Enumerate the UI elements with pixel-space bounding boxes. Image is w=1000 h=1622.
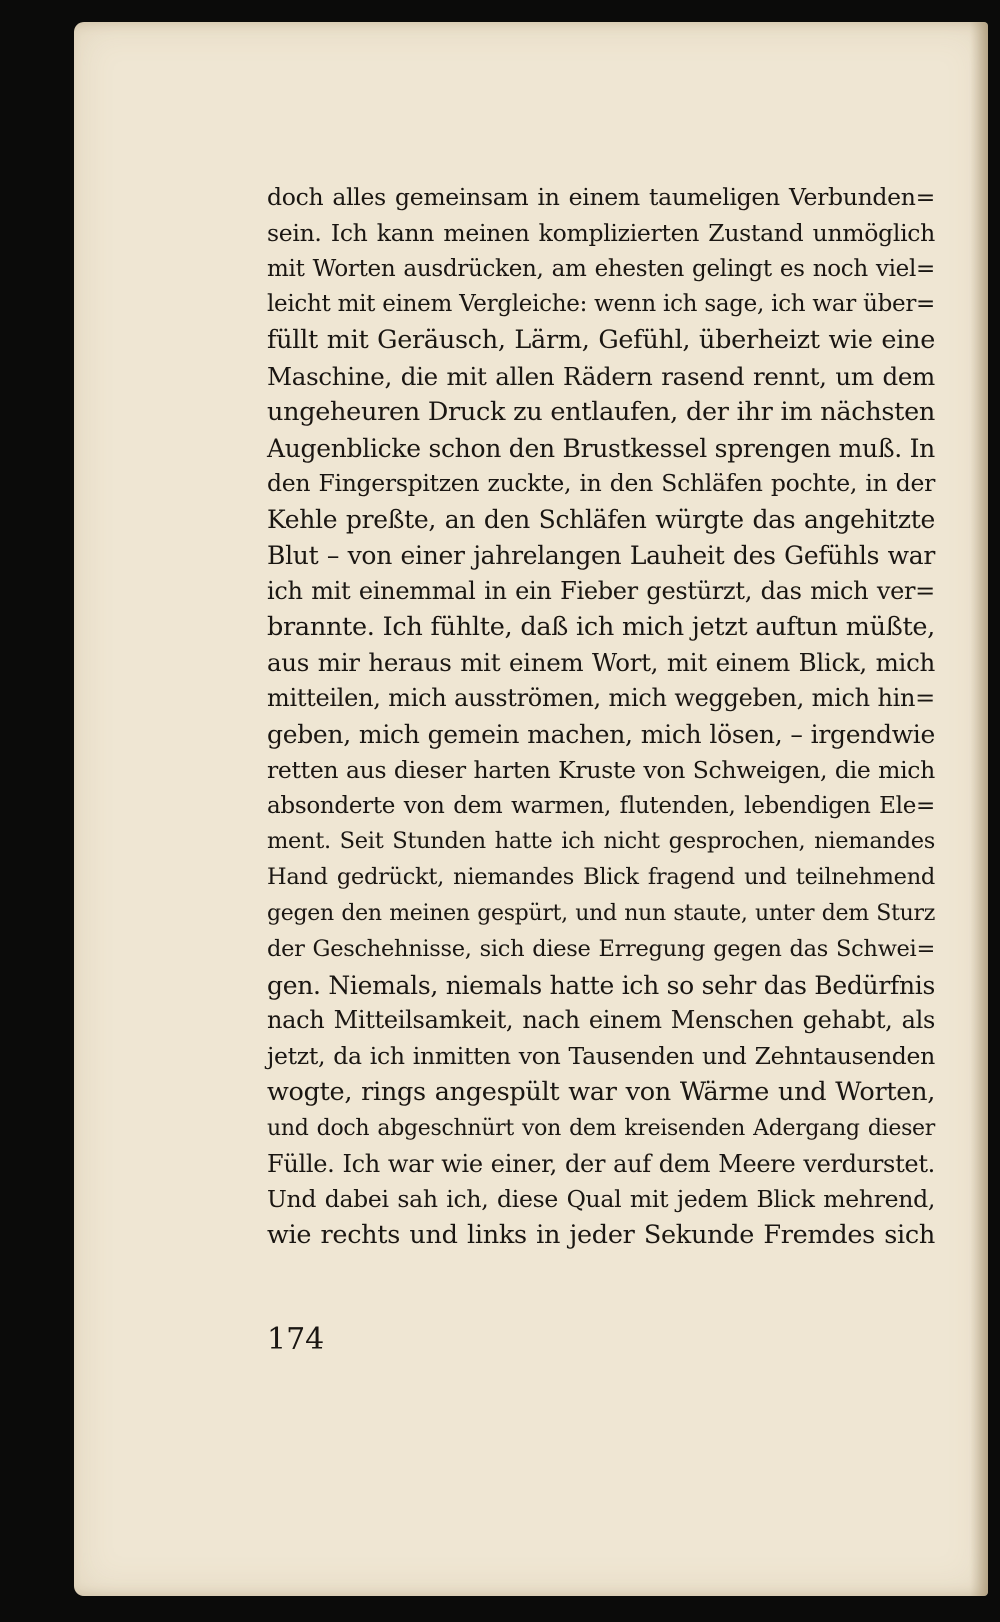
text-line: absonderte von dem warmen, flutenden, lebendigen Ele= — [267, 792, 935, 819]
page-number: 174 — [267, 1322, 325, 1357]
text-line: Maschine, die mit allen Rädern rasend rennt, um dem — [267, 361, 935, 391]
text-line: gegen den meinen gespürt, und nun staute, unter dem Sturz — [267, 900, 935, 926]
text-line: wie rechts und links in jeder Sekunde Fremdes sich — [267, 1220, 935, 1251]
text-line: Fülle. Ich war wie einer, der auf dem Meere verdurstet. — [267, 1149, 935, 1178]
text-line: mitteilen, mich ausströmen, mich weggeben, mich hin= — [267, 684, 935, 713]
text-line: wogte, rings angespült war von Wärme und Worten, — [267, 1076, 935, 1107]
text-line: den Fingerspitzen zuckte, in den Schläfen pochte, in der — [267, 469, 935, 498]
text-line: sein. Ich kann meinen komplizierten Zustand unmöglich — [267, 218, 935, 247]
text-line: Augenblicke schon den Brustkessel sprengen muß. In — [267, 433, 935, 463]
text-line: nach Mitteilsamkeit, nach einem Menschen gehabt, als — [267, 1006, 935, 1035]
text-line: ungeheuren Druck zu entlaufen, der ihr im nächsten — [267, 396, 935, 427]
text-line: Und dabei sah ich, diese Qual mit jedem Blick mehrend, — [267, 1185, 935, 1214]
text-line: Kehle preßte, an den Schläfen würgte das angehitzte — [267, 505, 935, 535]
text-line: gen. Niemals, niemals hatte ich so sehr das Bedürfnis — [267, 970, 935, 1000]
text-line: mit Worten ausdrücken, am ehesten gelingt es noch viel= — [267, 255, 935, 282]
text-line: füllt mit Geräusch, Lärm, Gefühl, überheizt wie eine — [267, 325, 935, 356]
text-line: geben, mich gemein machen, mich lösen, – irgendwie — [267, 719, 935, 749]
text-line: ich mit einemmal in ein Fieber gestürzt, das mich ver= — [267, 576, 935, 605]
text-line: leicht mit einem Vergleiche: wenn ich sage, ich war über= — [267, 291, 935, 318]
text-line: und doch abgeschnürt von dem kreisenden Adergang dieser — [267, 1115, 935, 1141]
text-line: der Geschehnisse, sich diese Erregung gegen das Schwei= — [267, 935, 935, 962]
text-line: aus mir heraus mit einem Wort, mit einem Blick, mich — [267, 648, 935, 678]
page-edge-shadow — [970, 22, 988, 1596]
text-line: brannte. Ich fühlte, daß ich mich jetzt auftun müßte, — [267, 611, 935, 642]
body-text — [267, 180, 935, 1254]
text-line: jetzt, da ich inmitten von Tausenden und Zehntausenden — [267, 1042, 935, 1071]
text-line: doch alles gemeinsam in einem taumeligen Verbunden= — [267, 183, 935, 211]
text-line: retten aus dieser harten Kruste von Schweigen, die mich — [267, 755, 935, 784]
text-line: Blut – von einer jahrelangen Lauheit des Gefühls war — [267, 540, 935, 570]
text-line: ment. Seit Stunden hatte ich nicht gesprochen, niemandes — [267, 828, 935, 855]
text-line: Hand gedrückt, niemandes Blick fragend und teilnehmend — [267, 864, 935, 891]
